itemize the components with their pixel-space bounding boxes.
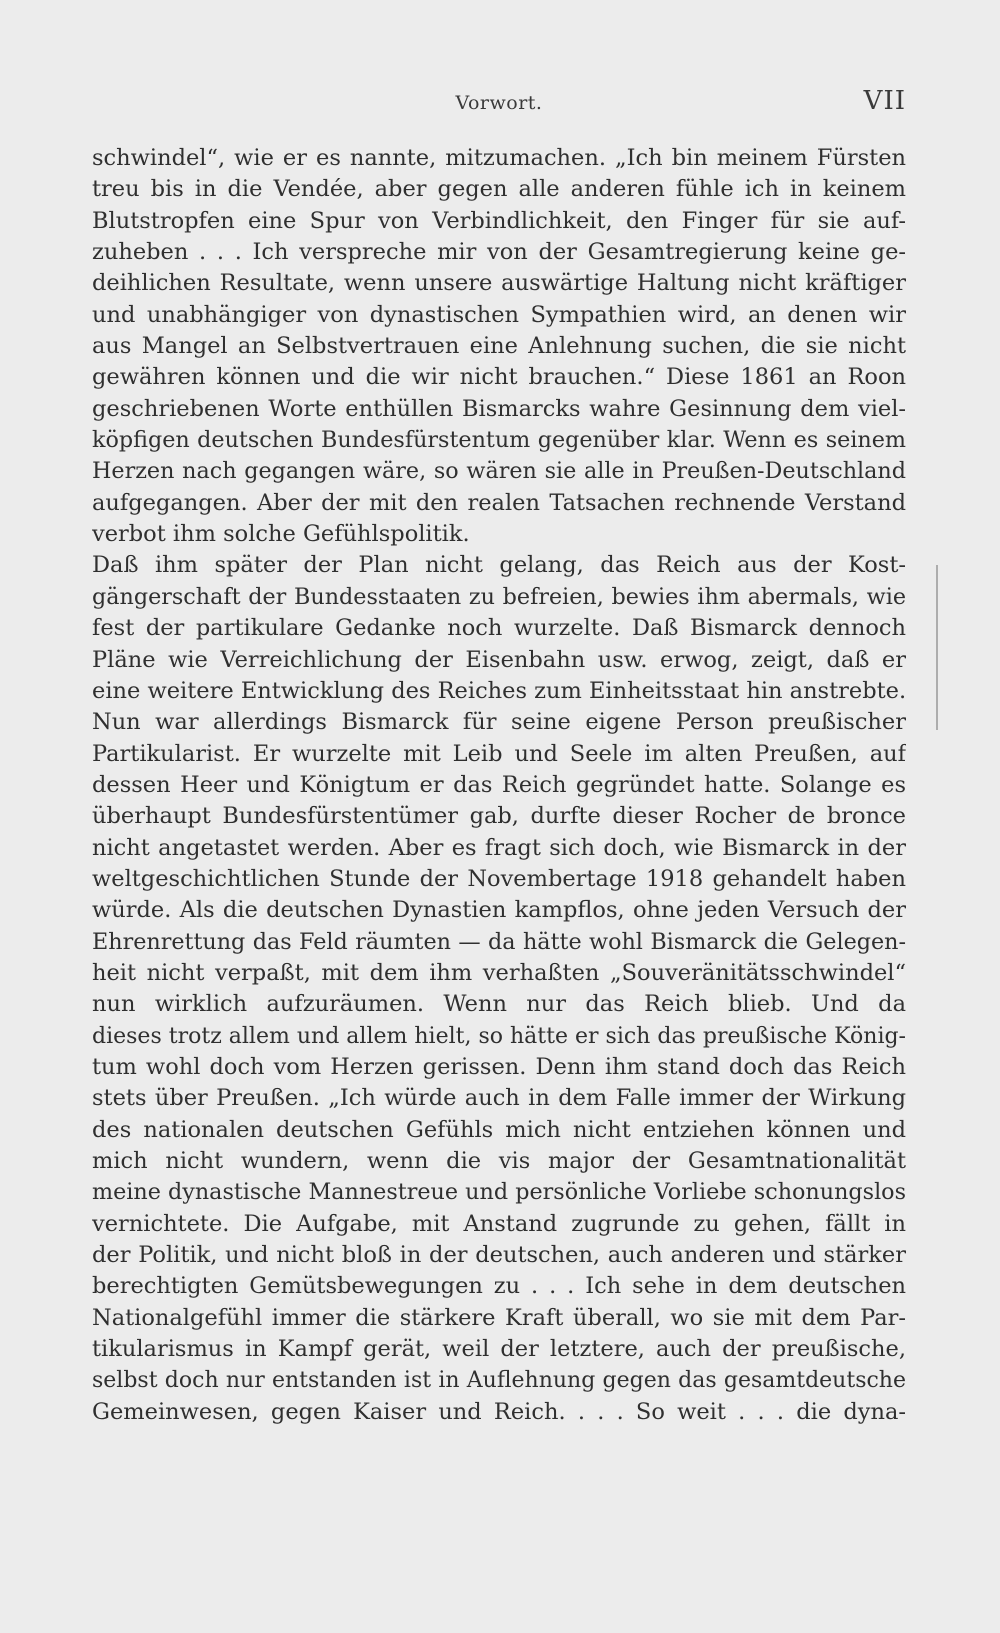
text-line: deihlichen Resultate, wenn unsere auswärtige Haltung nicht kräftiger [92,270,906,297]
text-line: Herzen nach gegangen wäre, so wären sie alle in Preußen-Deutschland [92,458,906,485]
text-line: verbot ihm solche Gefühlspolitik. [92,521,470,548]
text-line: vernichtete. Die Aufgabe, mit Anstand zugrunde zu gehen, fällt in [92,1210,906,1237]
text-line: stets über Preußen. „Ich würde auch in dem Falle immer der Wirkung [92,1085,906,1112]
margin-mark [936,565,938,730]
page-number: VII [863,86,906,116]
text-line: Blutstropfen eine Spur von Verbindlichkeit, den Finger für sie auf- [92,207,906,234]
text-line: dessen Heer und Königtum er das Reich gegründet hatte. Solange es [92,771,906,798]
text-line: eine weitere Entwicklung des Reiches zum Einheitsstaat hin anstrebte. [92,677,906,704]
text-line: geschriebenen Worte enthüllen Bismarcks wahre Gesinnung dem viel- [92,395,906,422]
running-head: Vorwort. [455,92,543,114]
text-line: würde. Als die deutschen Dynastien kampflos, ohne jeden Versuch der [92,897,906,924]
text-line: gängerschaft der Bundesstaaten zu befreien, bewies ihm abermals, wie [92,583,906,610]
body-text [92,143,906,1428]
text-line: nun wirklich aufzuräumen. Wenn nur das Reich blieb. Und da [92,991,906,1018]
text-line: gewähren können und die wir nicht brauchen.“ Diese 1861 an Roon [92,364,906,391]
text-line: Nationalgefühl immer die stärkere Kraft überall, wo sie mit dem Par- [92,1304,906,1331]
text-line: Ehrenrettung das Feld räumten — da hätte wohl Bismarck die Gelegen- [92,928,906,955]
text-line: Gemeinwesen, gegen Kaiser und Reich. . . . So weit . . . die dyna- [92,1398,906,1425]
text-line: aus Mangel an Selbstvertrauen eine Anlehnung suchen, die sie nicht [92,333,906,360]
text-line: schwindel“, wie er es nannte, mitzumachen. „Ich bin meinem Fürsten [92,145,906,171]
text-line: weltgeschichtlichen Stunde der Novembertage 1918 gehandelt haben [92,865,906,892]
text-line: zuheben . . . Ich verspreche mir von der Gesamtregierung keine ge- [92,239,906,266]
text-line: aufgegangen. Aber der mit den realen Tatsachen rechnende Verstand [92,489,906,516]
text-line: köpfigen deutschen Bundesfürstentum gegenüber klar. Wenn es seinem [92,427,906,454]
text-line: Daß ihm später der Plan nicht gelang, das Reich aus der Kost- [92,552,906,579]
text-line: berechtigten Gemütsbewegungen zu . . . Ich sehe in dem deutschen [92,1273,906,1300]
text-line: Partikularist. Er wurzelte mit Leib und Seele im alten Preußen, auf [92,740,906,767]
text-line: dieses trotz allem und allem hielt, so hätte er sich das preußische König- [92,1023,906,1049]
text-line: selbst doch nur entstanden ist in Auflehnung gegen das gesamtdeutsche [92,1368,906,1394]
text-line: mich nicht wundern, wenn die vis major der Gesamtnationalität [92,1148,906,1174]
text-line: tum wohl doch vom Herzen gerissen. Denn ihm stand doch das Reich [92,1053,906,1080]
text-line: nicht angetastet werden. Aber es fragt sich doch, wie Bismarck in der [92,834,906,861]
page-header [92,86,906,126]
text-line: der Politik, und nicht bloß in der deutschen, auch anderen und stärker [92,1242,906,1269]
text-line: treu bis in die Vendée, aber gegen alle anderen fühle ich in keinem [92,176,906,203]
text-line: heit nicht verpaßt, mit dem ihm verhaßten „Souveränitätsschwindel“ [92,959,906,986]
text-line: des nationalen deutschen Gefühls mich nicht entziehen können und [92,1116,906,1143]
text-line: Nun war allerdings Bismarck für seine eigene Person preußischer [92,709,906,736]
text-line: und unabhängiger von dynastischen Sympathien wird, an denen wir [92,301,906,328]
text-line: fest der partikulare Gedanke noch wurzelte. Daß Bismarck dennoch [92,615,906,642]
text-line: tikularismus in Kampf gerät, weil der letztere, auch der preußische, [92,1336,906,1363]
text-line: meine dynastische Mannestreue und persönliche Vorliebe schonungslos [92,1179,906,1206]
text-line: überhaupt Bundesfürstentümer gab, durfte dieser Rocher de bronce [92,803,906,830]
text-line: Pläne wie Verreichlichung der Eisenbahn usw. erwog, zeigt, daß er [92,646,906,673]
